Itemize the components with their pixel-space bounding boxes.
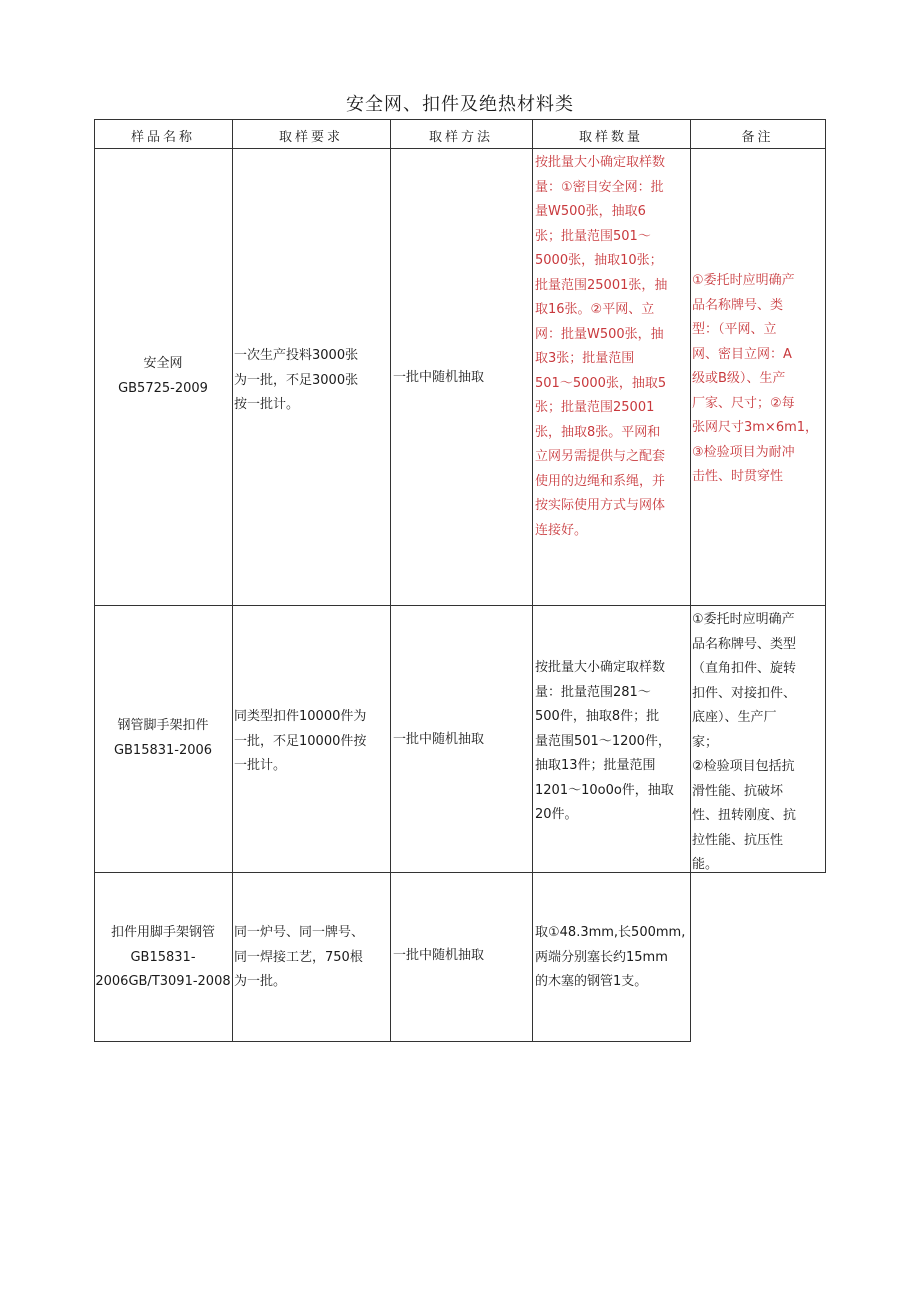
sampling-requirement-cell: 同类型扣件10000件为 一批，不足10000件按 一批计。: [234, 709, 367, 773]
column-divider: [232, 119, 233, 1042]
sampling-quantity-cell: 按批量大小确定取样数 量：批量范围281～ 500件，抽取8件；批 量范围501～1200件， 抽取13件；批量范围 1201～10o0o件，抽取 20件。: [535, 660, 674, 822]
table-border-right: [825, 119, 826, 873]
sampling-method-cell: 一批中随机抽取: [393, 948, 485, 963]
sampling-requirement-cell: 同一炉号、同一牌号、 同一焊接工艺，750根 为一批。: [234, 925, 365, 989]
row-divider: [94, 605, 826, 606]
table-border-top: [94, 119, 826, 120]
sampling-method-cell: 一批中随机抽取: [393, 732, 485, 747]
sampling-method-cell: 一批中随机抽取: [393, 370, 485, 385]
sampling-requirement-cell: 一次生产投料3000张 为一批，不足3000张 按一批计。: [234, 348, 359, 412]
remark-cell: ①委托时应明确产 品名称牌号、类 型：（平网、立 网、密目立网：A 级或B级）、生产 厂家、尺寸；②每 张网尺寸3m×6m1， ③检验项目为耐冲 击性、时贯穿性: [692, 273, 819, 484]
header-sample-name: 样品名称: [130, 130, 195, 145]
sampling-quantity-cell: 取①48.3mm,长500mm, 两端分别塞长约15mm 的木塞的钢管1支。: [535, 925, 686, 989]
sampling-quantity-cell: 按批量大小确定取样数 量：①密目安全网：批 量W500张，抽取6 张；批量范围501～ 5000张，抽取10张； 批量范围25001张，抽 取16张。②平网、立 网：批量W500张，抽 取3张；批量范围 501～5000张，抽取5 张；批量范围25001 张，抽取8张。平网和 立网另需提供与之配套 使用的边绳和系绳，并 按实际使用方式与网体 连接好。: [535, 155, 668, 538]
column-divider: [690, 119, 691, 1042]
sample-name-cell: 安全网 GB5725-2009: [118, 356, 208, 396]
header-sampling-quantity: 取样数量: [578, 130, 643, 145]
sample-name-cell: 钢管脚手架扣件 GB15831-2006: [113, 718, 213, 758]
header-sampling-requirement: 取样要求: [278, 130, 343, 145]
table-border-bottom: [94, 1041, 691, 1042]
header-sampling-method: 取样方法: [428, 130, 493, 145]
page-title: 安全网、扣件及绝热材料类: [346, 94, 574, 115]
column-divider: [532, 119, 533, 1042]
column-divider: [390, 119, 391, 1042]
header-divider: [94, 148, 826, 149]
header-remark: 备注: [741, 130, 774, 145]
remark-cell: ①委托时应明确产 品名称牌号、类型 （直角扣件、旋转 扣件、对接扣件、 底座）、生产厂 家； ②检验项目包括抗 滑性能、抗破坏 性、扭转刚度、抗 拉性能、抗压性 能。: [692, 612, 797, 872]
sample-name-cell: 扣件用脚手架钢管 GB15831- 2006GB/T3091-2008: [95, 925, 231, 989]
table-border-left: [94, 119, 95, 1042]
